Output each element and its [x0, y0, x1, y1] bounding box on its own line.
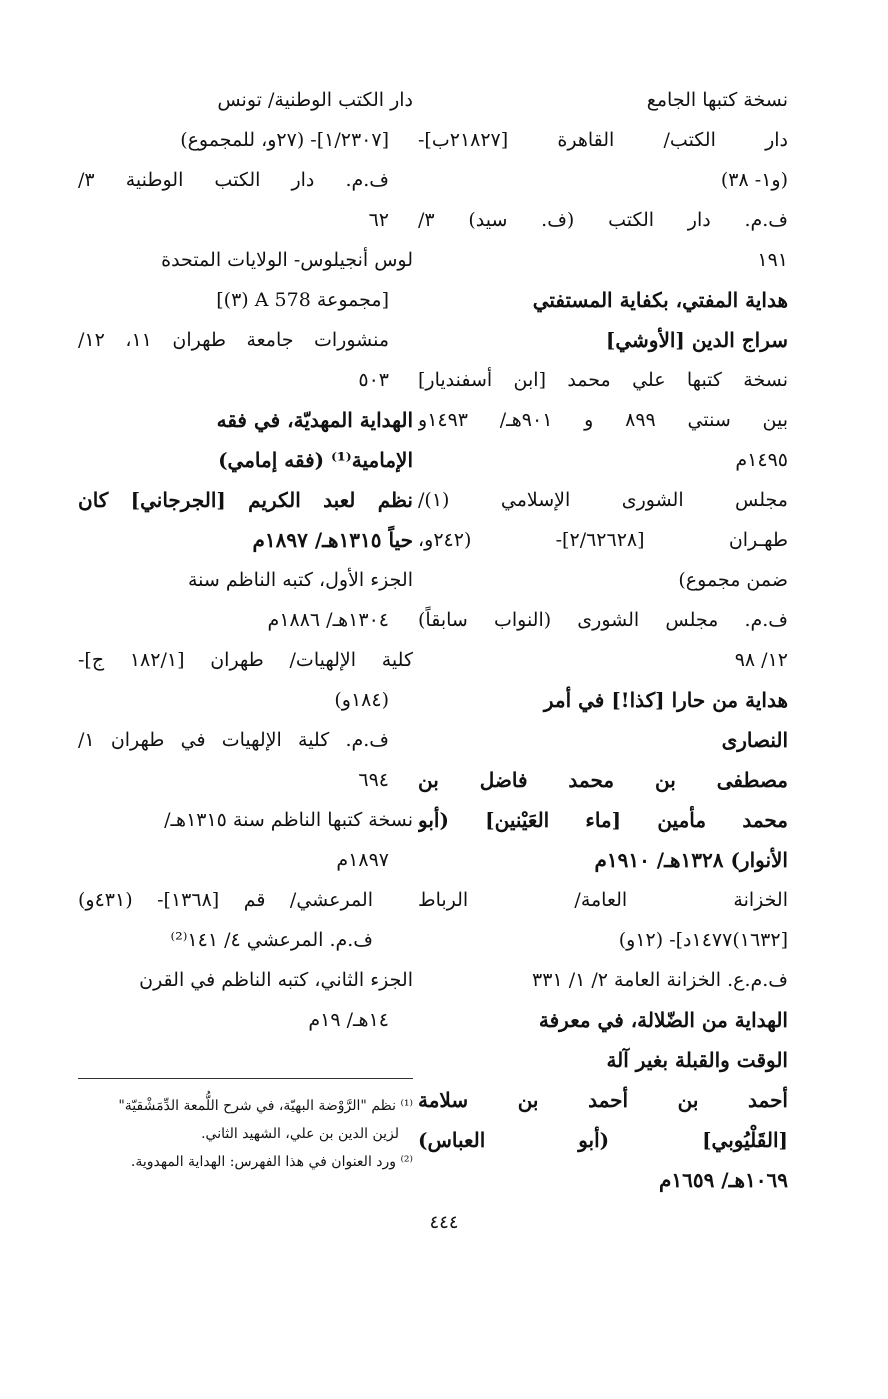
- footnotes: [53, 1092, 413, 1176]
- text-line: ٦٢: [368, 209, 389, 231]
- text-line: الأنوار) ١٣٢٨هـ/ ١٩١٠م: [594, 848, 788, 872]
- entry-text: دار الكتب الوطنية/ تونس: [217, 89, 413, 111]
- catalog-entry-title: [418, 280, 788, 320]
- text-line: (و١- ٣٨): [720, 169, 788, 191]
- text-line: (١٨٤و): [334, 689, 389, 711]
- entry-text: هداية المفتي، بكفاية المستفتي: [532, 288, 788, 312]
- text-line: ف.م. المرعشي ٤/ ١٤١⁽²⁾: [170, 929, 373, 951]
- entry-text: الهداية المهديّة، في فقه: [216, 408, 413, 432]
- text-line: [١٦٣٢)١٤٧٧د]- (١٢و): [618, 929, 788, 951]
- right-column: [418, 80, 788, 1200]
- text-line: محمد مأمين [ماء العَيْنين] (أبو: [418, 808, 788, 832]
- text-line: ف.م. كلية الإلهيات في طهران ١/: [78, 729, 389, 751]
- text-line: نسخة كتبها علي محمد [ابن أسفنديار]: [418, 369, 788, 391]
- left-column: [78, 80, 413, 1040]
- entry-text: الجزء الأول، كتبه الناظم سنة: [187, 569, 413, 591]
- text-line: ٦٩٤: [358, 769, 389, 791]
- copy-item: [78, 560, 413, 600]
- text-line: ٥٠٣: [358, 369, 389, 391]
- catalog-entry-title: [418, 680, 788, 720]
- footnote-divider: [78, 1078, 413, 1079]
- text-line: ف.م. مجلس الشورى (النواب سابقاً): [418, 609, 788, 631]
- text-line: ١٣٠٤هـ/ ١٨٨٦م: [267, 609, 389, 631]
- text-line: ١٤٩٥م: [735, 449, 788, 471]
- text-line: [١/٢٣٠٧]- (٢٧و، للمجموع): [180, 129, 389, 151]
- text-line: [القَلْيُوبي] (أبو العباس): [418, 1128, 788, 1152]
- text-line: ١٠٦٩هـ/ ١٦٥٩م: [658, 1168, 788, 1192]
- footnote-line: ⁽²⁾ ورد العنوان في هذا الفهرس: الهداية المهدوية.: [130, 1154, 413, 1170]
- text-line: ضمن مجموع): [678, 569, 788, 591]
- footnote-line: ⁽¹⁾ نظم "الرَّوْضة البهيّة، في شرح اللُّمعة الدِّمَشْقيّة": [118, 1098, 413, 1114]
- footnote-line: لزين الدين بن علي، الشهيد الثاني.: [201, 1126, 399, 1142]
- copy-item: [78, 240, 413, 280]
- text-line: ١٨٩٧م: [336, 849, 389, 871]
- catalog-entry-title: [418, 1000, 788, 1040]
- text-line: ف.م. دار الكتب (ف. سيد) ٣/: [418, 209, 788, 231]
- text-line: منشورات جامعة طهران ١١، ١٢/: [78, 329, 390, 351]
- text-line: ١٤هـ/ ١٩م: [308, 1009, 389, 1031]
- text-line: مجلس الشورى الإسلامي (١)/: [418, 489, 788, 511]
- text-line: الوقت والقبلة بغير آلة: [606, 1048, 788, 1072]
- entry-text: الجزء الثاني، كتبه الناظم في القرن: [139, 969, 413, 991]
- entry-text: نسخة كتبها الناظم سنة ١٣١٥هـ/: [164, 809, 413, 831]
- entry-text: الهداية من الضّلالة، في معرفة: [538, 1008, 788, 1032]
- entry-text: لوس أنجيلوس- الولايات المتحدة: [161, 249, 413, 271]
- text-line: الخزانة العامة/ الرباط: [418, 889, 788, 911]
- entry-text: هداية من حارا [كذا!] في أمر: [543, 688, 788, 712]
- text-line: دار الكتب/ القاهرة [٢١٨٢٧ب]-: [418, 129, 788, 151]
- text-line: حياً ١٣١٥هـ/ ١٨٩٧م: [252, 528, 413, 552]
- text-line: ف.م. دار الكتب الوطنية ٣/: [78, 169, 389, 191]
- text-line: ١٢/ ٩٨: [734, 649, 788, 671]
- text-line: [مجموعة A 578 (٣)]: [216, 289, 389, 311]
- text-line: ١٩١: [757, 249, 788, 271]
- page-number: ٤٤٤: [429, 1212, 459, 1233]
- text-line: كلية الإلهيات/ طهران [١٨٢/١ ج]-: [78, 649, 413, 671]
- text-line: بين سنتي ٨٩٩ و ٩٠١هـ/ ١٤٩٣و: [418, 409, 788, 431]
- text-line: نظم لعبد الكريم [الجرجاني] كان: [78, 488, 413, 512]
- copy-item: [78, 960, 413, 1000]
- text-line: المرعشي/ قم [١٣٦٨]- (٤٣١و): [78, 889, 373, 911]
- copy-item: [78, 80, 413, 120]
- text-line: ف.م.ع. الخزانة العامة ٢/ ١/ ٣٣١: [532, 969, 788, 991]
- text-line: سراج الدين [الأوشي]: [605, 328, 788, 352]
- copy-item: [78, 800, 413, 840]
- text-line: نسخة كتبها الجامع: [646, 89, 788, 111]
- text-line: طهـران [٢/٦٢٦٢٨]- (٢٤٢و،: [418, 529, 788, 551]
- text-line: الإمامية⁽¹⁾ (فقه إمامي): [218, 448, 413, 472]
- text-line: النصارى: [721, 728, 788, 752]
- catalog-entry-title: [78, 400, 413, 440]
- text-line: أحمد بن أحمد بن سلامة: [418, 1088, 788, 1112]
- text-line: مصطفى بن محمد فاضل بن: [418, 768, 788, 792]
